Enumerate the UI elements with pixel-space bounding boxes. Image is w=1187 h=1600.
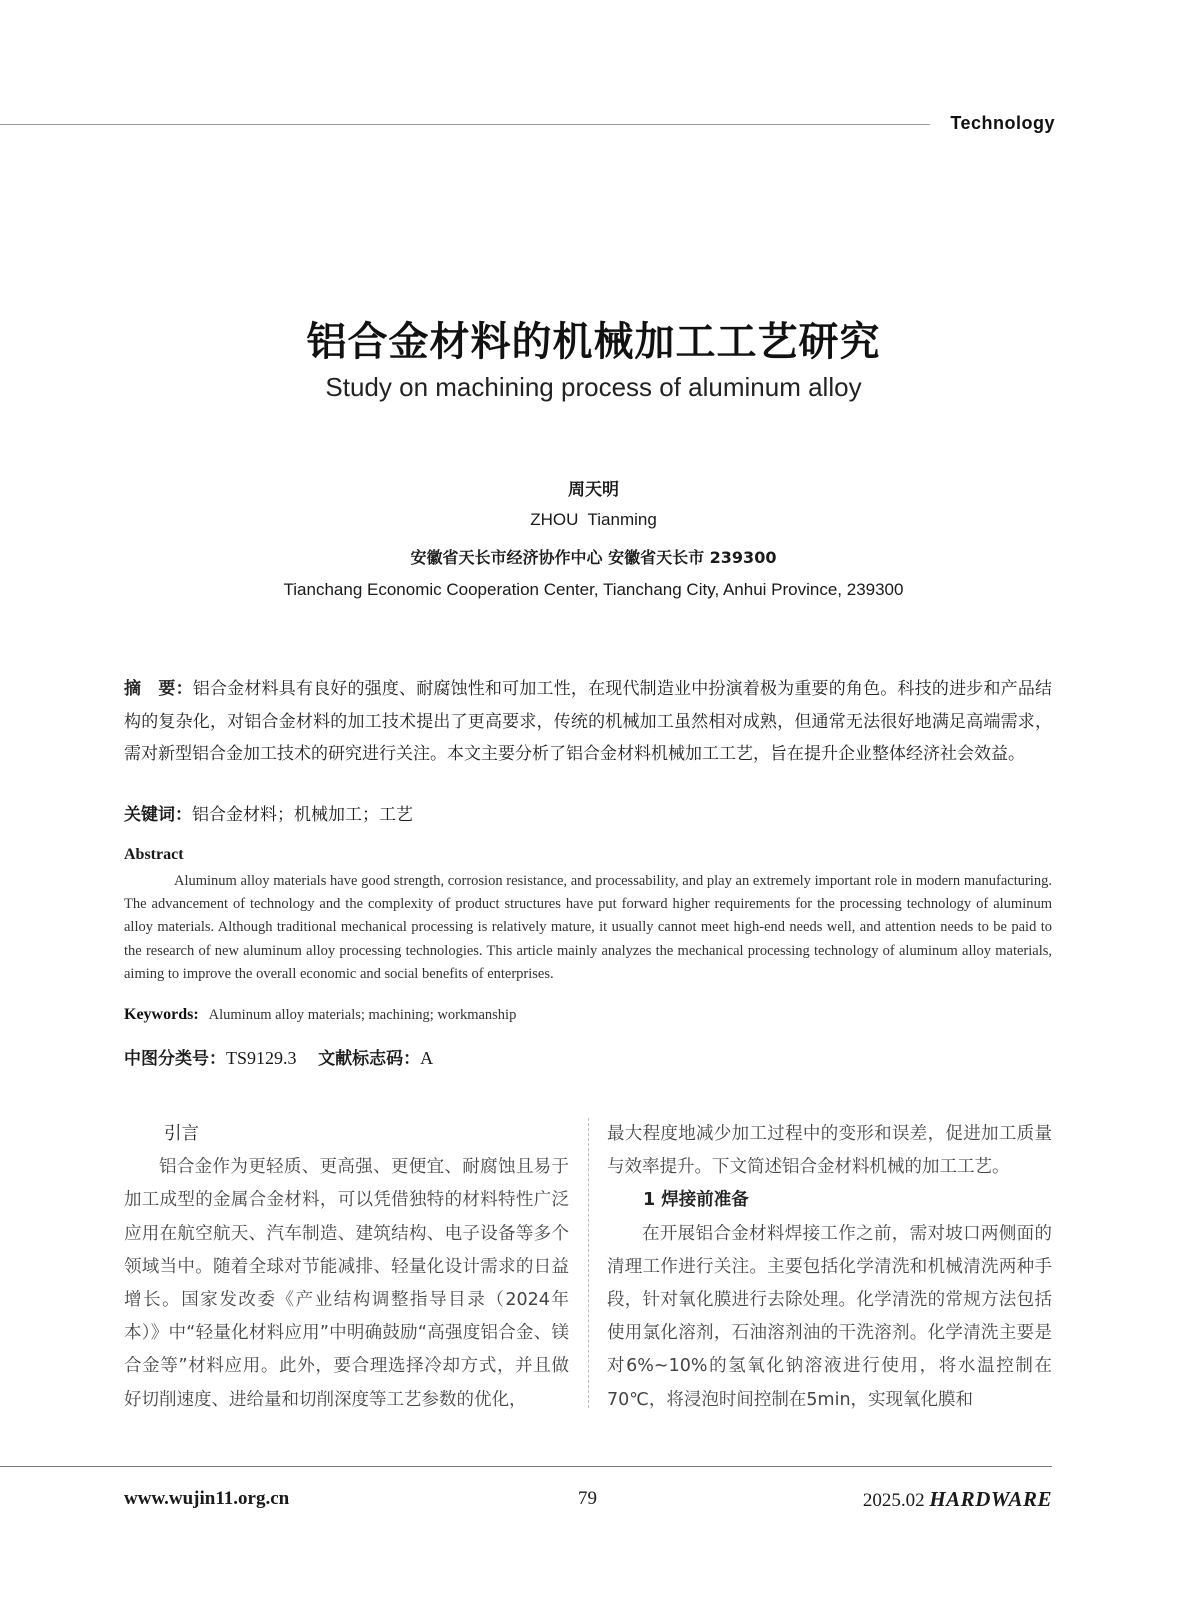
affiliation-chinese: 安徽省天长市经济协作中心 安徽省天长市 239300: [410, 548, 777, 567]
paragraph-welding-prep: 在开展铝合金材料焊接工作之前，需对坡口两侧面的清理工作进行关注。主要包括化学清洗和机械清洗两种手段，针对氧化膜进行去除处理。化学清洗的常规方法包括使用氯化溶剂，石油溶剂油的干洗溶剂。化学清洗主要是对6%~10%的氢氧化钠溶液进行使用，将水温控制在70℃，将浸泡时间控制在5min，实现氧化膜和: [607, 1223, 1052, 1410]
footer-url: www.wujin11.org.cn: [124, 1488, 290, 1509]
abstract-chinese-label: 摘 要：: [124, 679, 193, 699]
abstract-chinese: [124, 673, 1052, 771]
title-chinese: 铝合金材料的机械加工工艺研究: [306, 319, 881, 365]
clc-value: TS9129.3: [226, 1048, 297, 1068]
paragraph-introduction: 铝合金作为更轻质、更高强、更便宜、耐腐蚀且易于加工成型的金属合金材料，可以凭借独特的材料特性广泛应用在航空航天、汽车制造、建筑结构、电子设备等多个领域当中。随着全球对节能减排、轻量化设计需求的日益增长。国家发改委《产业结构调整指导目录（2024年本）》中“轻量化材料应用”中明确鼓励“高强度铝合金、镁合金等”材料应用。此外，要合理选择冷却方式，并且做好切削速度、进给量和切削深度等工艺参数的优化，: [124, 1157, 569, 1410]
keywords-chinese-label: 关键词：: [124, 805, 192, 825]
doc-code-label: 文献标志码：: [318, 1049, 421, 1069]
keywords-english-label: Keywords:: [124, 1006, 199, 1023]
abstract-english-text: Aluminum alloy materials have good strength, corrosion resistance, and processability, and play an extremely important role in modern manufacturing. The advancement of technology and the complexity of product structures have put forward higher requirements for the processing technology of aluminum alloy materials. Although traditional mechanical processing is relatively mature, it usually cannot meet high-end needs well, and attention needs to be paid to the research of new aluminum alloy processing technologies. This article mainly analyzes the mechanical processing technology of aluminum alloy materials, aiming to improve the overall economic and social benefits of enterprises.: [124, 873, 1052, 982]
keywords-chinese-text: 铝合金材料；机械加工；工艺: [192, 805, 413, 825]
section-label: Technology: [950, 113, 1055, 133]
doc-code-value: A: [420, 1048, 434, 1068]
body-column-right: [607, 1118, 1052, 1417]
keywords-english-text: Aluminum alloy materials; machining; workmanship: [208, 1007, 517, 1023]
body-column-left: [124, 1118, 569, 1417]
issue-date: 2025.02: [862, 1490, 925, 1511]
classification-line: [124, 1044, 433, 1069]
journal-name: HARDWARE: [929, 1487, 1052, 1511]
footer-journal: [780, 1487, 1052, 1512]
keywords-chinese: [124, 800, 1052, 825]
section-heading-welding-prep: 1 焊接前准备: [643, 1190, 749, 1211]
keywords-english: [124, 1006, 1052, 1024]
footer-rule: [0, 1466, 1052, 1467]
author-name-chinese: 周天明: [568, 480, 619, 500]
clc-label: 中图分类号：: [124, 1049, 226, 1069]
abstract-chinese-text: 铝合金材料具有良好的强度、耐腐蚀性和可加工性，在现代制造业中扮演着极为重要的角色。科技的进步和产品结构的复杂化，对铝合金材料的加工技术提出了更高要求，传统的机械加工虽然相对成熟，但通常无法很好地满足高端需求，需对新型铝合金加工技术的研究进行关注。本文主要分析了铝合金材料机械加工工艺，旨在提升企业整体经济社会效益。: [124, 679, 1053, 764]
column-divider: [588, 1118, 589, 1408]
author-name-english: ZHOU Tianming: [530, 510, 657, 529]
abstract-english-heading: Abstract: [124, 846, 184, 863]
section-heading-introduction: 引言: [164, 1124, 199, 1144]
affiliation-english: Tianchang Economic Cooperation Center, Tianchang City, Anhui Province, 239300: [283, 580, 904, 599]
title-english: Study on machining process of aluminum alloy: [325, 372, 862, 402]
page-number: 79: [578, 1488, 597, 1509]
header-rule: [0, 124, 930, 125]
paragraph-continuation: 最大程度地减少加工过程中的变形和误差，促进加工质量与效率提升。下文简述铝合金材料机械的加工工艺。: [607, 1124, 1052, 1178]
